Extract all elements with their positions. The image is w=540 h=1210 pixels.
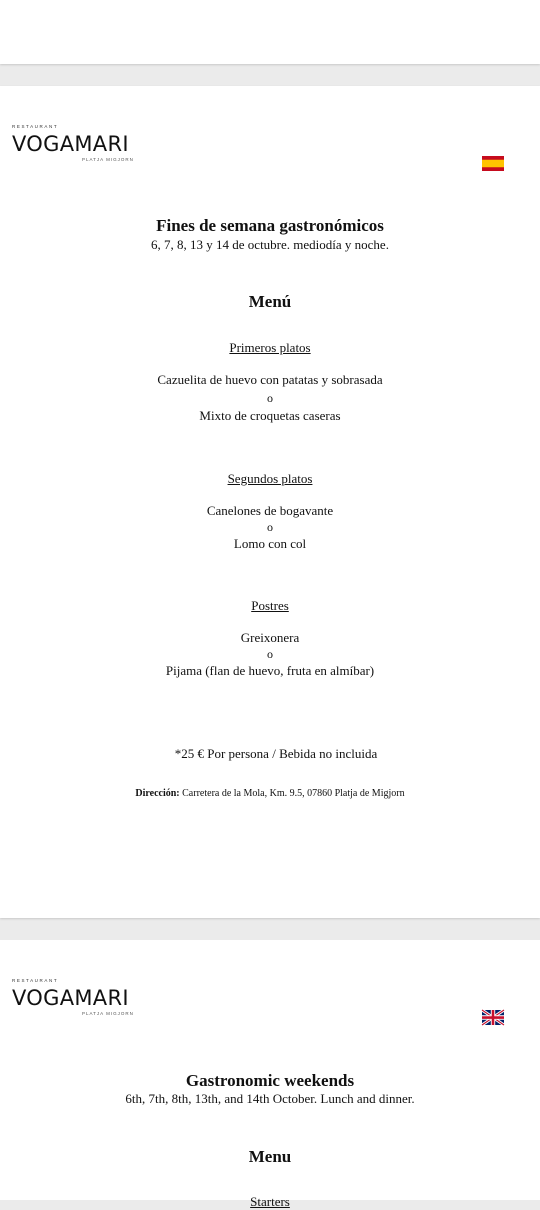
menu-heading: Menu (248, 1147, 292, 1166)
uk-flag-icon[interactable] (482, 1010, 504, 1025)
menu-dates: 6, 7, 8, 13 y 14 de octubre. mediodía y noche. (151, 237, 389, 252)
menu-dates: 6th, 7th, 8th, 13th, and 14th October. Lunch and dinner. (125, 1091, 415, 1106)
dish: Mixto de croquetas caseras (199, 408, 341, 423)
address-text: Carretera de la Mola, Km. 9.5, 07860 Platja de Migjorn (182, 788, 405, 799)
or-separator: o (267, 520, 273, 534)
course-heading: Starters (250, 1194, 290, 1209)
menu-title: Gastronomic weekends (185, 1071, 355, 1090)
course-heading: Postres (251, 598, 289, 613)
spain-flag-icon[interactable] (482, 156, 504, 171)
or-separator: o (267, 391, 273, 405)
logo-name: VOGAMARI (12, 986, 129, 1010)
course-heading: Segundos platos (227, 471, 313, 486)
spanish-menu-page (0, 86, 540, 918)
previous-page (0, 0, 540, 64)
dish: Pijama (flan de huevo, fruta en almíbar) (165, 663, 375, 678)
logo-location: PLATJA MIGJORN (82, 157, 134, 162)
address-label: Dirección: (135, 788, 180, 799)
menu-heading: Menú (248, 292, 292, 311)
logo-restaurant-label: RESTAURANT (12, 124, 59, 129)
dish: Lomo con col (233, 536, 307, 551)
english-menu-page (0, 940, 540, 1209)
logo-location: PLATJA MIGJORN (82, 1011, 134, 1016)
price-note: *25 € Por persona / Bebida no incluida (174, 746, 378, 761)
restaurant-logo (12, 124, 134, 162)
dish: Greixonera (240, 630, 300, 645)
or-separator: o (267, 647, 273, 661)
menu-title: Fines de semana gastronómicos (156, 216, 384, 235)
logo-restaurant-label: RESTAURANT (12, 978, 59, 983)
course-heading: Primeros platos (229, 340, 311, 355)
address (0, 788, 540, 799)
dish: Cazuelita de huevo con patatas y sobrasada (157, 372, 383, 387)
dish: Canelones de bogavante (206, 503, 334, 518)
logo-name: VOGAMARI (12, 132, 129, 156)
restaurant-logo (12, 978, 134, 1016)
